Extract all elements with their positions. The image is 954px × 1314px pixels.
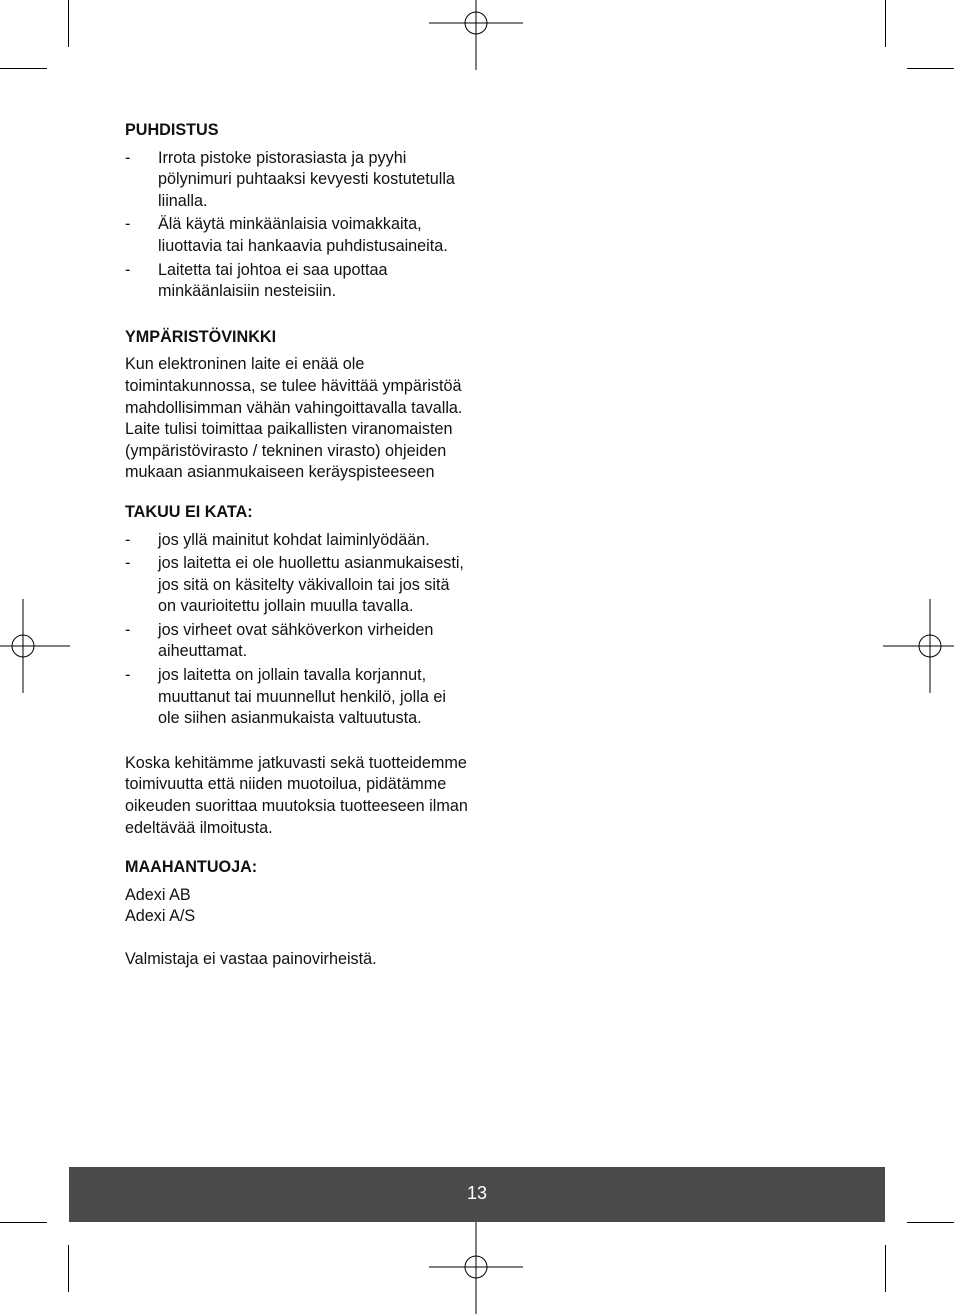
list-item-text: jos yllä mainitut kohdat laiminlyödään. [158,530,430,549]
crop-mark [68,0,69,47]
crop-mark [0,1222,47,1223]
bullet-dash: - [125,260,131,279]
manual-page-content [125,120,470,971]
environment-heading: YMPÄRISTÖVINKKI [125,327,277,346]
importer-name: Adexi A/S [125,907,196,926]
warranty-heading: TAKUU EI KATA: [125,502,253,521]
bullet-dash: - [125,148,131,167]
environment-text: Kun elektroninen laite ei enää ole toimintakunnossa, se tulee hävittää ympäristöä mahdollisimman vähän vahingoittavalla tavalla. Laite tulisi toimittaa paikallisten viranomaisten (ympäristövirasto / tekninen virasto) ohjeiden mukaan asianmukaiseen keräyspisteeseen [125,355,463,482]
list-item-text: jos laitetta ei ole huollettu asianmukaisesti, jos sitä on käsitelty väkivalloin tai jos sitä on vaurioitettu jollain muulla tavalla. [158,554,464,616]
bullet-dash: - [125,666,131,685]
crop-mark [885,0,886,47]
list-item-text: Irrota pistoke pistorasiasta ja pyyhi pölynimuri puhtaaksi kevyesti kostutetulla liinalla. [158,148,455,210]
registration-mark-bottom [429,1220,523,1314]
list-item [125,620,470,663]
warranty-list [125,530,470,730]
registration-mark-left [0,599,70,693]
cleaning-list [125,148,470,303]
list-item [125,214,470,257]
footer-bar [69,1167,885,1222]
list-item [125,665,470,730]
list-item [125,530,470,552]
crop-mark [68,1245,69,1292]
bullet-dash: - [125,620,131,639]
list-item-text: jos laitetta on jollain tavalla korjannut, muuttanut tai muunnellut henkilö, jolla ei ole siihen asianmukaista valtuutusta. [158,666,446,728]
registration-mark-right [883,599,954,693]
list-item [125,553,470,618]
crop-mark [907,68,954,69]
crop-mark [907,1222,954,1223]
product-change-note: Koska kehitämme jatkuvasti sekä tuotteidemme toimivuutta että niiden muotoilua, pidätämme oikeuden suorittaa muutoksia tuotteeseen ilman edeltävää ilmoitusta. [125,753,468,837]
importer-name: Adexi AB [125,885,191,904]
cleaning-heading: PUHDISTUS [125,121,219,139]
crop-mark [885,1245,886,1292]
crop-mark [0,68,47,69]
page-number: 13 [466,1183,488,1203]
bullet-dash: - [125,554,131,573]
bullet-dash: - [125,530,131,549]
list-item-text: Älä käytä minkäänlaisia voimakkaita, liuottavia tai hankaavia puhdistusaineita. [158,215,448,255]
bullet-dash: - [125,215,131,234]
list-item [125,148,470,213]
list-item-text: Laitetta tai johtoa ei saa upottaa minkäänlaisiin nesteisiin. [158,260,388,301]
list-item [125,260,470,303]
registration-mark-top [429,0,523,70]
importer-heading: MAAHANTUOJA: [125,858,258,877]
list-item-text: jos virheet ovat sähköverkon virheiden aiheuttamat. [158,620,434,661]
misprint-disclaimer: Valmistaja ei vastaa painovirheistä. [125,950,377,968]
